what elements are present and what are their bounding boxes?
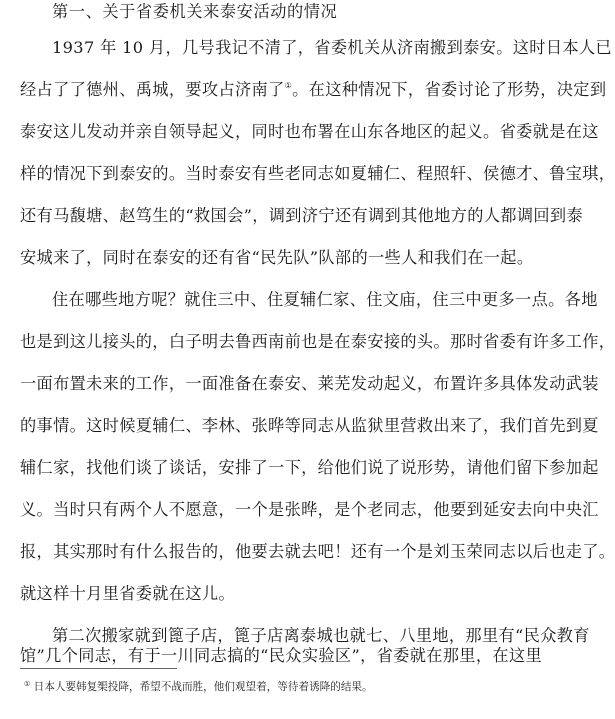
paragraph-line (20, 80, 606, 100)
footnote (24, 680, 373, 694)
paragraph-line: 住在哪些地方呢？就住三中、住夏辅仁家、住文庙，住三中更多一点。各地 (52, 290, 598, 309)
paragraph-line: 辅仁家，找他们谈了谈话，安排了一下，给他们说了说形势，请他们留下参加起 (20, 458, 599, 477)
paragraph-line: 就这样十月里省委就在这儿。 (20, 584, 235, 603)
paragraph-line: 泰安这儿发动并亲自领导起义，同时也布署在山东各地区的起义。省委就是在这 (20, 122, 599, 141)
paragraph-text: 。在这种情况下，省委讨论了形势，决定到 (292, 80, 607, 99)
paragraph-line: 样的情况下到泰安的。当时泰安有些老同志如夏辅仁、程照轩、侯德才、鲁宝琪， (20, 164, 615, 183)
footnote-divider (20, 668, 177, 669)
footnote-reference[interactable]: ① (284, 81, 293, 90)
section-heading: 第一、关于省委机关来泰安活动的情况 (52, 2, 338, 21)
paragraph-line: 一面布置未来的工作，一面准备在泰安、莱芜发动起义，布置许多具体发动武装 (20, 374, 599, 393)
paragraph-line: 安城来了，同时在泰安的还有省“民先队”队部的一些人和我们在一起。 (20, 248, 534, 267)
paragraph-line: 也是到这儿接头的，白子明去鲁西南前也是在泰安接的头。那时省委有许多工作， (20, 332, 615, 351)
footnote-text: 日本人要韩复榘投降，希望不战而胜，他们观望着，等待着诱降的结果。 (33, 681, 373, 693)
paragraph-line: 还有马馥塘、赵笃生的“救国会”，调到济宁还有调到其他地方的人都调回到泰 (20, 206, 583, 225)
paragraph-line: 第二次搬家就到篦子店，篦子店离泰城也就七、八里地，那里有“民众教育 (52, 626, 590, 645)
paragraph-line: 报，其实那时有什么报告的，他要去就去吧！还有一个是刘玉荣同志以后也走了。 (20, 542, 615, 561)
footnote-marker: ① (24, 680, 31, 688)
paragraph-text: 经占了了德州、禹城，要攻占济南了 (20, 80, 285, 99)
paragraph-line: 义。当时只有两个人不愿意，一个是张晔，是个老同志，他要到延安去向中央汇 (20, 500, 599, 519)
paragraph-line: 1937 年 10 月，几号我记不清了，省委机关从济南搬到泰安。这时日本人已 (52, 38, 612, 57)
paragraph-line: 的事情。这时候夏辅仁、李林、张晔等同志从监狱里营救出来了，我们首先到夏 (20, 416, 599, 435)
paragraph-line: 馆”几个同志，有于一川同志搞的“民众实验区”，省委就在那里，在这里 (20, 646, 542, 665)
